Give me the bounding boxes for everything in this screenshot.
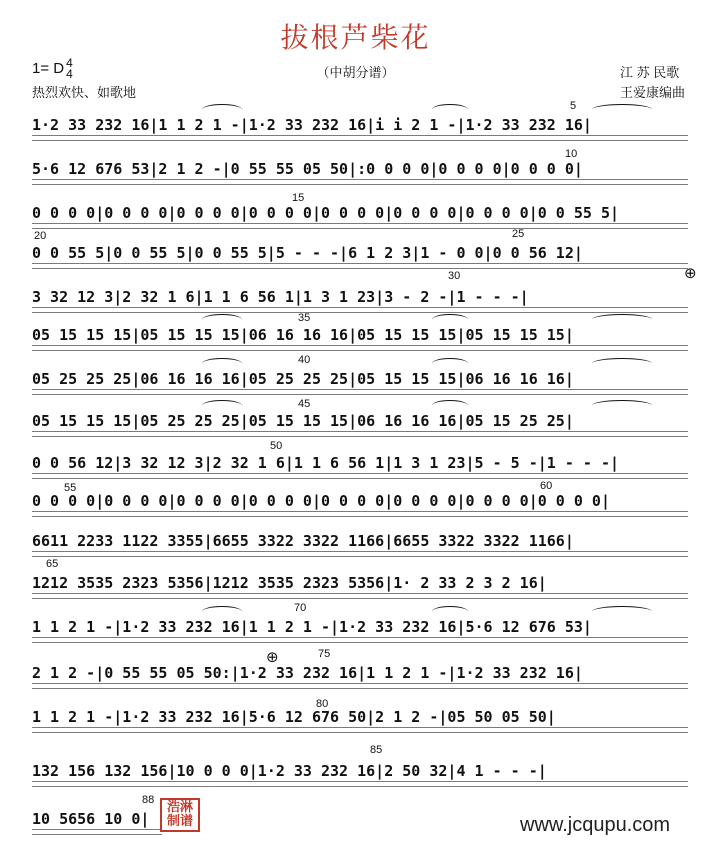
notation-text: 132 156 132 156|10 0 0 0|1·2 33 232 16|2 50 32|4 1 - - -| [32,762,547,780]
measure-number: 50 [270,440,283,452]
beam-lines [32,593,688,599]
notation-text: 0 0 55 5|0 0 55 5|0 0 55 5|5 - - -|6 1 2 3|1 - 0 0|0 0 56 12| [32,244,583,262]
measure-number: 70 [294,602,307,614]
beam-lines [32,179,688,185]
time-top: 4 [66,56,73,70]
notation-text: 10 5656 10 0| [32,810,150,828]
notation-text: 1212 3535 2323 5356|1212 3535 2323 5356|1· 2 33 2 3 2 16| [32,574,547,592]
song-origin: 江 苏 民歌 [620,65,680,80]
measure-number: 75 [318,648,331,660]
slur-mark [202,104,242,115]
notation-text: 1 1 2 1 -|1·2 33 232 16|5·6 12 676 50|2 1 2 -|05 50 05 50| [32,708,556,726]
slur-mark [592,104,652,115]
measure-number: 40 [298,354,311,366]
score-line-17 [32,806,162,830]
page-title: 拔根芦柴花 [280,22,431,53]
beam-lines [32,263,688,269]
measure-number: 55 [64,482,77,494]
beam-lines [32,473,688,479]
beam-lines [32,683,688,689]
beam-lines [32,431,688,437]
slur-mark [202,606,242,617]
measure-number: 80 [316,698,329,710]
notation-text: 0 0 56 12|3 32 12 3|2 32 1 6|1 1 6 56 1|1 3 1 23|5 - 5 -|1 - - -| [32,454,619,472]
score-line-12 [32,570,688,594]
notation-text: 2 1 2 -|0 55 55 05 50:|1·2 33 232 16|1 1 2 1 -|1·2 33 232 16| [32,664,583,682]
key-signature [32,58,73,80]
arranger-credit: 王爱康编曲 [620,85,686,100]
measure-number: 88 [142,794,155,806]
key-label: 1= D [32,59,65,77]
score-line-9 [32,450,688,474]
notation-text: 1·2 33 232 16|1 1 2 1 -|1·2 33 232 16|i i 2 1 -|1·2 33 232 16| [32,116,592,134]
notation-text: 05 25 25 25|06 16 16 16|05 25 25 25|05 15 15 15|06 16 16 16| [32,370,574,388]
score-line-14 [32,660,688,684]
score-line-7 [32,366,688,390]
coda-icon: ⊕ [684,265,697,282]
beam-lines [32,389,688,395]
score-line-10 [32,488,688,512]
time-signature [66,58,73,80]
score-line-16 [32,758,688,782]
slur-mark [592,606,652,617]
beam-lines [32,829,162,835]
notation-text: 0 0 0 0|0 0 0 0|0 0 0 0|0 0 0 0|0 0 0 0|0 0 0 0|0 0 0 0|0 0 0 0| [32,492,610,510]
author-stamp [160,798,200,832]
tempo-marking: 热烈欢快、如歌地 [32,85,137,100]
measure-number: 25 [512,228,525,240]
score-line-15 [32,704,688,728]
slur-mark [592,400,652,411]
score-line-5 [32,284,688,308]
slur-mark [202,400,242,411]
beam-lines [32,345,688,351]
score-line-4 [32,240,688,264]
score-line-11 [32,528,688,552]
measure-number: 65 [46,558,59,570]
notation-text: 6611 2233 1122 3355|6655 3322 3322 1166|6655 3322 3322 1166| [32,532,574,550]
measure-number: 10 [565,148,578,160]
score-line-3 [32,200,688,224]
score-line-8 [32,408,688,432]
slur-mark [592,314,652,325]
notation-text: 05 15 15 15|05 25 25 25|05 15 15 15|06 16 16 16|05 15 25 25| [32,412,574,430]
beam-lines [32,637,688,643]
measure-number: 5 [570,100,577,112]
notation-text: 0 0 0 0|0 0 0 0|0 0 0 0|0 0 0 0|0 0 0 0|0 0 0 0|0 0 0 0|0 0 55 5| [32,204,619,222]
slur-mark [202,314,242,325]
slur-mark [432,314,468,325]
notation-text: 1 1 2 1 -|1·2 33 232 16|1 1 2 1 -|1·2 33 232 16|5·6 12 676 53| [32,618,592,636]
notation-text: 5·6 12 676 53|2 1 2 -|0 55 55 05 50|:0 0 0 0|0 0 0 0|0 0 0 0| [32,160,583,178]
beam-lines [32,307,688,313]
measure-number: 85 [370,744,383,756]
beam-lines [32,551,688,557]
notation-text: 3 32 12 3|2 32 1 6|1 1 6 56 1|1 3 1 23|3 - 2 -|1 - - -| [32,288,529,306]
slur-mark [432,104,468,115]
slur-mark [592,358,652,369]
beam-lines [32,135,688,141]
score-subtitle: （中胡分谱） [316,65,395,80]
coda-icon: ⊕ [266,649,279,666]
beam-lines [32,223,688,229]
score-line-1 [32,112,688,136]
site-watermark: www.jcqupu.com [520,814,671,836]
notation-text: 05 15 15 15|05 15 15 15|06 16 16 16|05 15 15 15|05 15 15 15| [32,326,574,344]
score-line-2 [32,156,688,180]
slur-mark [432,358,468,369]
beam-lines [32,781,688,787]
beam-lines [32,727,688,733]
stamp-text: 浩淋制谱 [166,799,193,828]
measure-number: 60 [540,480,553,492]
measure-number: 30 [448,270,461,282]
slur-mark [202,358,242,369]
score-line-13 [32,614,688,638]
measure-number: 35 [298,312,311,324]
measure-number: 15 [292,192,305,204]
score-line-6 [32,322,688,346]
measure-number: 45 [298,398,311,410]
beam-lines [32,511,688,517]
measure-number: 20 [34,230,47,242]
slur-mark [432,400,468,411]
slur-mark [432,606,468,617]
time-bottom: 4 [66,67,73,81]
